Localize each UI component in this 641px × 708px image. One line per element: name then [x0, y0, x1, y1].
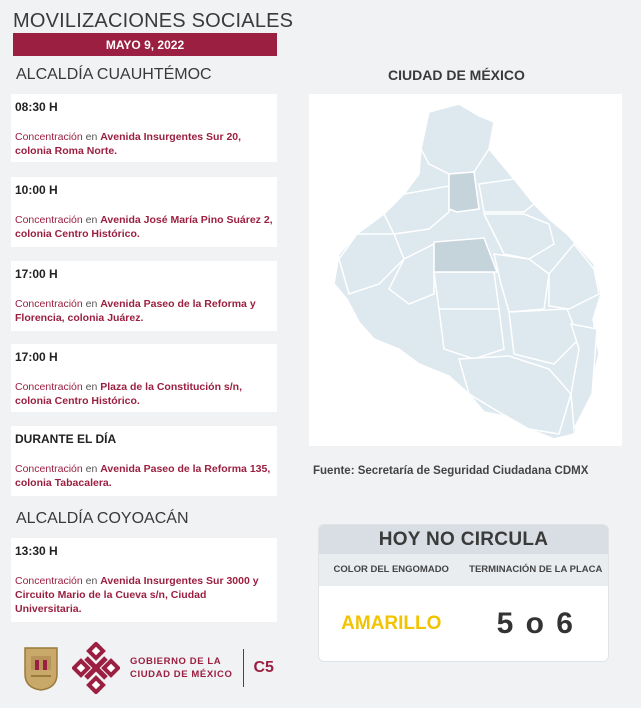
event-time: 10:00 H: [15, 183, 58, 197]
event-kind: Concentración: [15, 381, 83, 393]
event-kind: Concentración: [15, 575, 83, 587]
hnc-color-label: COLOR DEL ENGOMADO: [333, 564, 449, 575]
event-time: 08:30 H: [15, 100, 58, 114]
event-connector: en: [82, 298, 101, 310]
map-region: [479, 179, 534, 212]
event-place: Avenida Insurgentes Sur 3000 y Circuito Mario de la Cueva s/n, Ciudad Universitaria.: [15, 575, 259, 615]
event-kind: Concentración: [15, 131, 83, 143]
date-banner: [13, 33, 277, 56]
event-connector: en: [82, 131, 101, 143]
event-place: Avenida Paseo de la Reforma 135, colonia Tabacalera.: [15, 463, 271, 489]
event-place: Avenida José María Pino Suárez 2, colonia Centro Histórico.: [15, 214, 273, 240]
event-kind: Concentración: [15, 463, 83, 475]
hnc-title: HOY NO CIRCULA: [319, 525, 608, 554]
event-card: [11, 94, 277, 162]
hnc-values: [319, 586, 608, 662]
map-source: Fuente: Secretaría de Seguridad Ciudadana CDMX: [313, 465, 589, 477]
gov-line-1: GOBIERNO DE LA: [130, 655, 222, 667]
event-connector: en: [82, 463, 101, 475]
event-connector: en: [82, 575, 101, 587]
event-description: [15, 297, 273, 325]
hnc-plate-value: 5 o 6: [496, 607, 575, 640]
hoy-no-circula-panel: [318, 524, 609, 662]
cdmx-shield-icon: [22, 644, 60, 692]
event-place: Plaza de la Constitución s/n, colonia Centro Histórico.: [15, 381, 243, 407]
section-heading-coyoacan: ALCALDÍA COYOACÁN: [16, 510, 189, 527]
map-title: CIUDAD DE MÉXICO: [388, 67, 525, 83]
date-label: MAYO 9, 2022: [105, 37, 185, 52]
map-highlight-cuauhtemoc: [449, 172, 479, 212]
hnc-plate-label: TERMINACIÓN DE LA PLACA: [469, 564, 603, 575]
cdmx-emblem-icon: [72, 642, 120, 694]
gov-line-2: CIUDAD DE MÉXICO: [130, 668, 233, 680]
cdmx-map: [309, 94, 622, 446]
event-description: [15, 574, 273, 616]
event-card: [11, 177, 277, 247]
event-description: [15, 462, 273, 490]
event-description: [15, 213, 273, 241]
map-panel: [309, 94, 622, 446]
event-place: Avenida Paseo de la Reforma y Florencia, colonia Juárez.: [15, 298, 256, 324]
event-card: [11, 344, 277, 412]
event-place: Avenida Insurgentes Sur 20, colonia Roma Norte.: [15, 131, 242, 157]
section-heading-cuauhtemoc: ALCALDÍA CUAUHTÉMOC: [16, 66, 212, 83]
event-card: [11, 538, 277, 622]
footer-divider: [243, 649, 244, 687]
event-connector: en: [82, 381, 101, 393]
event-time: 17:00 H: [15, 350, 58, 364]
c5-logo: C5: [253, 658, 274, 676]
event-description: [15, 380, 273, 408]
hnc-labels: [319, 554, 608, 586]
event-card: [11, 261, 277, 331]
event-time: 17:00 H: [15, 267, 58, 281]
gov-text: [130, 655, 233, 681]
event-kind: Concentración: [15, 214, 83, 226]
page-title: MOVILIZACIONES SOCIALES: [13, 10, 294, 32]
event-card: [11, 426, 277, 496]
event-description: [15, 130, 273, 158]
hnc-color-value: AMARILLO: [341, 613, 442, 634]
event-connector: en: [82, 214, 101, 226]
event-time: 13:30 H: [15, 544, 58, 558]
event-time: DURANTE EL DÍA: [15, 432, 117, 446]
event-kind: Concentración: [15, 298, 83, 310]
footer-logos: [22, 640, 274, 695]
